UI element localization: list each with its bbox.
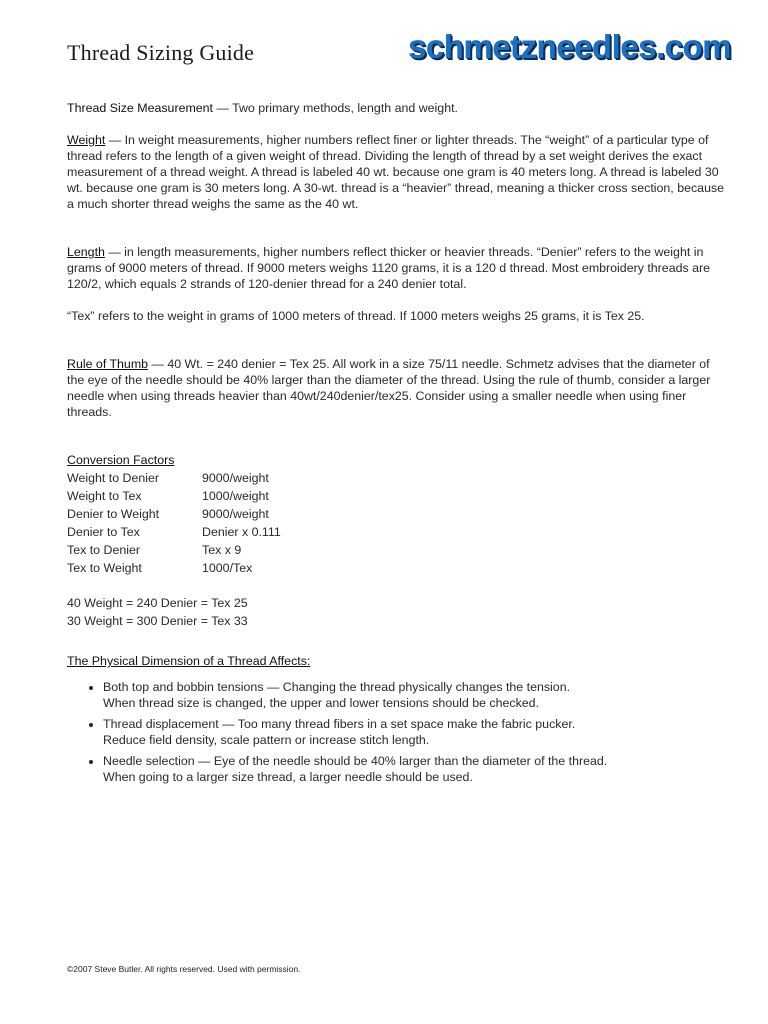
table-row [67,559,281,577]
brand-logo: schmetzneedles.com [408,28,731,65]
table-row [67,541,281,559]
table-row [67,505,281,523]
conversion-label: Tex to Weight [67,561,142,575]
measurement-text: — Two primary methods, length and weight. [213,101,458,115]
bullet-line: Needle selection — Eye of the needle should be 40% larger than the diameter of the thread. [103,754,608,768]
rule-of-thumb-text: — 40 Wt. = 240 denier = Tex 25. All work in a size 75/11 needle. Schmetz advises that the diameter of the eye of the needle should be 40% larger than the diameter of the thread. Using the rule of thumb, consider a larger needle when using threads heavier than 40wt/240denier/tex25. Consider using a smaller needle when using finer threads. [67,357,711,419]
bullet-line: Thread displacement — Too many thread fibers in a set space make the fabric pucker. [103,717,576,731]
list-item [103,753,727,785]
conversion-value: 1000/Tex [202,561,253,575]
bullet-line: When thread size is changed, the upper and lower tensions should be checked. [103,696,540,710]
equivalence-line: 40 Weight = 240 Denier = Tex 25 [67,596,248,610]
table-row [67,523,281,541]
conversion-value: 1000/weight [202,489,269,503]
tex-paragraph: “Tex” refers to the weight in grams of 1000 meters of thread. If 1000 meters weighs 25 grams, it is Tex 25. [67,309,645,323]
measurement-paragraph [67,100,727,116]
list-item [103,716,727,748]
length-label: Length [67,245,105,259]
conversion-value: Tex x 9 [202,543,242,557]
rule-of-thumb-label: Rule of Thumb [67,357,149,371]
table-row [67,487,281,505]
conversion-factors-table [67,469,281,577]
conversion-value: Denier x 0.111 [202,525,281,539]
page-title: Thread Sizing Guide [67,40,255,65]
conversion-label: Weight to Tex [67,489,142,503]
physical-dimension-heading: The Physical Dimension of a Thread Affects: [67,654,311,668]
equivalence-line: 30 Weight = 300 Denier = Tex 33 [67,614,248,628]
document-body [67,100,727,790]
conversion-factors-heading: Conversion Factors [67,453,175,467]
length-paragraph [67,244,727,292]
bullet-line: When going to a larger size thread, a larger needle should be used. [103,770,473,784]
conversion-value: 9000/weight [202,507,269,521]
list-item [103,679,727,711]
measurement-label: Thread Size Measurement [67,101,214,115]
bullet-line: Both top and bobbin tensions — Changing the thread physically changes the tension. [103,680,571,694]
weight-label: Weight [67,133,106,147]
conversion-label: Denier to Weight [67,507,160,521]
rule-of-thumb-paragraph [67,356,727,420]
physical-dimension-list [67,679,727,785]
conversion-label: Denier to Tex [67,525,140,539]
copyright-footer: ©2007 Steve Butler. All rights reserved. Used with permission. [67,964,301,974]
length-text: — in length measurements, higher numbers reflect thicker or heavier threads. “Denier” refers to the weight in grams of 9000 meters of thread. If 9000 meters weighs 1120 grams, it is a 120 d thread. Most embroidery threads are 120/2, which equals 2 strands of 120-denier thread for a 240 denier total. [67,245,711,291]
bullet-line: Reduce field density, scale pattern or increase stitch length. [103,733,430,747]
conversion-label: Tex to Denier [67,543,140,557]
weight-text: — In weight measurements, higher numbers reflect finer or lighter threads. The “weight” of a particular type of thread refers to the length of a given weight of thread. Dividing the length of thread by a set weight derives the exact measurement of a thread weight. A thread is labeled 40 wt. because one gram is 40 meters long. A thread is labeled 30 wt. because one gram is 30 meters long. A 30-wt. thread is a “heavier” thread, meaning a thicker cross section, because a much shorter thread weighs the same as the 40 wt. [67,133,725,211]
conversion-label: Weight to Denier [67,471,160,485]
conversion-value: 9000/weight [202,471,269,485]
table-row [67,469,281,487]
weight-paragraph [67,132,727,212]
